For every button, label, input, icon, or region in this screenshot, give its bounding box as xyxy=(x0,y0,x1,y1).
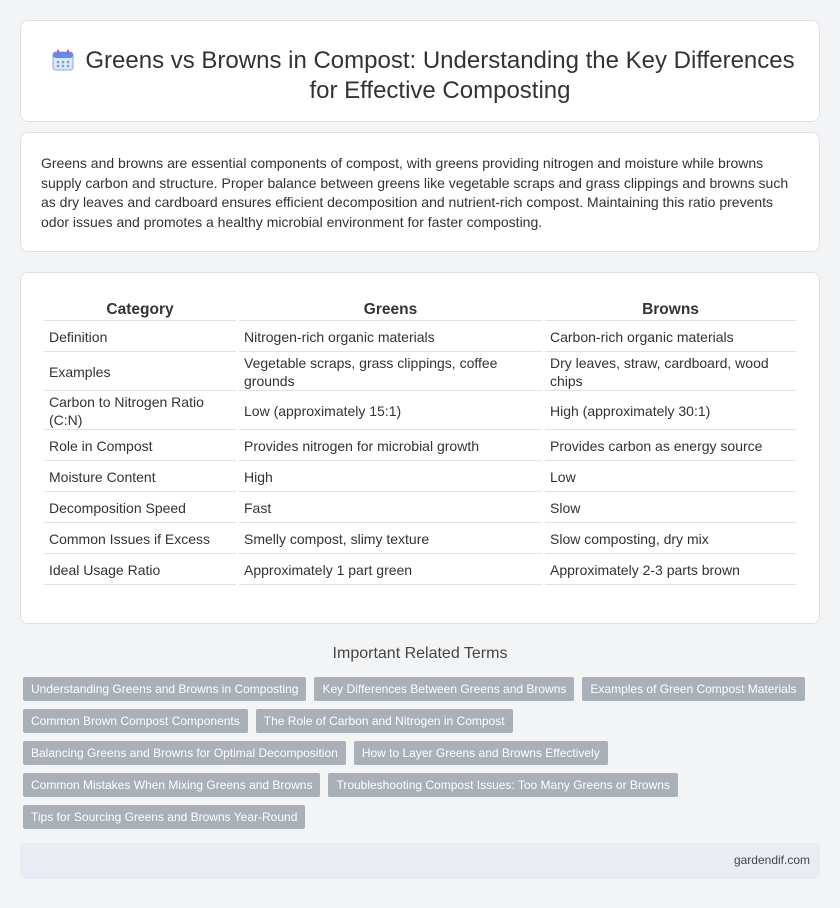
related-terms-list xyxy=(23,677,823,837)
table-cell: Provides carbon as energy source xyxy=(545,432,796,461)
table-cell: Moisture Content xyxy=(44,463,236,492)
table-cell: Low xyxy=(545,463,796,492)
related-term-link[interactable]: Balancing Greens and Browns for Optimal Decomposition xyxy=(23,741,346,765)
related-term-link[interactable]: Common Brown Compost Components xyxy=(23,709,248,733)
footer-site-link[interactable]: gardendif.com xyxy=(733,853,810,867)
intro-card xyxy=(20,132,820,252)
table-row xyxy=(44,354,796,391)
column-header-browns: Browns xyxy=(545,299,796,321)
table-cell: Nitrogen-rich organic materials xyxy=(239,323,542,352)
comparison-card xyxy=(20,272,820,624)
table-cell: Ideal Usage Ratio xyxy=(44,556,236,585)
table-cell: Carbon-rich organic materials xyxy=(545,323,796,352)
table-row xyxy=(44,432,796,461)
table-row xyxy=(44,323,796,352)
table-cell: Dry leaves, straw, cardboard, wood chips xyxy=(545,354,796,391)
table-cell: Slow composting, dry mix xyxy=(545,525,796,554)
table-cell: Low (approximately 15:1) xyxy=(239,393,542,430)
table-cell: Slow xyxy=(545,494,796,523)
table-cell: Fast xyxy=(239,494,542,523)
table-row xyxy=(44,463,796,492)
footer xyxy=(20,843,820,879)
table-header-row xyxy=(44,299,796,321)
table-row xyxy=(44,525,796,554)
title-card xyxy=(20,20,820,122)
table-cell: Vegetable scraps, grass clippings, coffee grounds xyxy=(239,354,542,391)
related-term-link[interactable]: Tips for Sourcing Greens and Browns Year-Round xyxy=(23,805,305,829)
related-term-link[interactable]: How to Layer Greens and Browns Effectively xyxy=(354,741,608,765)
table-cell: High xyxy=(239,463,542,492)
table-row xyxy=(44,556,796,585)
related-term-link[interactable]: Examples of Green Compost Materials xyxy=(582,677,804,701)
table-cell: Carbon to Nitrogen Ratio (C:N) xyxy=(44,393,236,430)
related-term-link[interactable]: Common Mistakes When Mixing Greens and Browns xyxy=(23,773,320,797)
table-cell: Role in Compost xyxy=(44,432,236,461)
table-cell: Decomposition Speed xyxy=(44,494,236,523)
intro-paragraph: Greens and browns are essential components of compost, with greens providing nitrogen and moisture while browns supply carbon and structure. Proper balance between greens like vegetable scraps and grass clippings and browns such as dry leaves and cardboard ensures efficient decomposition and nutrient-rich compost. Maintaining this ratio prevents odor issues and promotes a healthy microbial environment for faster composting. xyxy=(41,155,789,230)
table-cell: Common Issues if Excess xyxy=(44,525,236,554)
related-terms-heading: Important Related Terms xyxy=(332,645,508,662)
column-header-greens: Greens xyxy=(239,299,542,321)
table-cell: Definition xyxy=(44,323,236,352)
related-term-link[interactable]: Understanding Greens and Browns in Composting xyxy=(23,677,306,701)
table-cell: High (approximately 30:1) xyxy=(545,393,796,430)
table-cell: Examples xyxy=(44,354,236,391)
column-header-category: Category xyxy=(44,299,236,321)
table-cell: Smelly compost, slimy texture xyxy=(239,525,542,554)
comparison-table xyxy=(41,297,799,587)
related-term-link[interactable]: Key Differences Between Greens and Browns xyxy=(314,677,574,701)
table-row xyxy=(44,494,796,523)
table-cell: Approximately 2-3 parts brown xyxy=(545,556,796,585)
page-title: Greens vs Browns in Compost: Understanding the Key Differences for Effective Composting xyxy=(85,47,795,104)
calendar-icon xyxy=(51,48,75,72)
table-cell: Provides nitrogen for microbial growth xyxy=(239,432,542,461)
table-cell: Approximately 1 part green xyxy=(239,556,542,585)
table-row xyxy=(44,393,796,430)
related-term-link[interactable]: Troubleshooting Compost Issues: Too Many Greens or Browns xyxy=(328,773,678,797)
related-term-link[interactable]: The Role of Carbon and Nitrogen in Compost xyxy=(256,709,513,733)
